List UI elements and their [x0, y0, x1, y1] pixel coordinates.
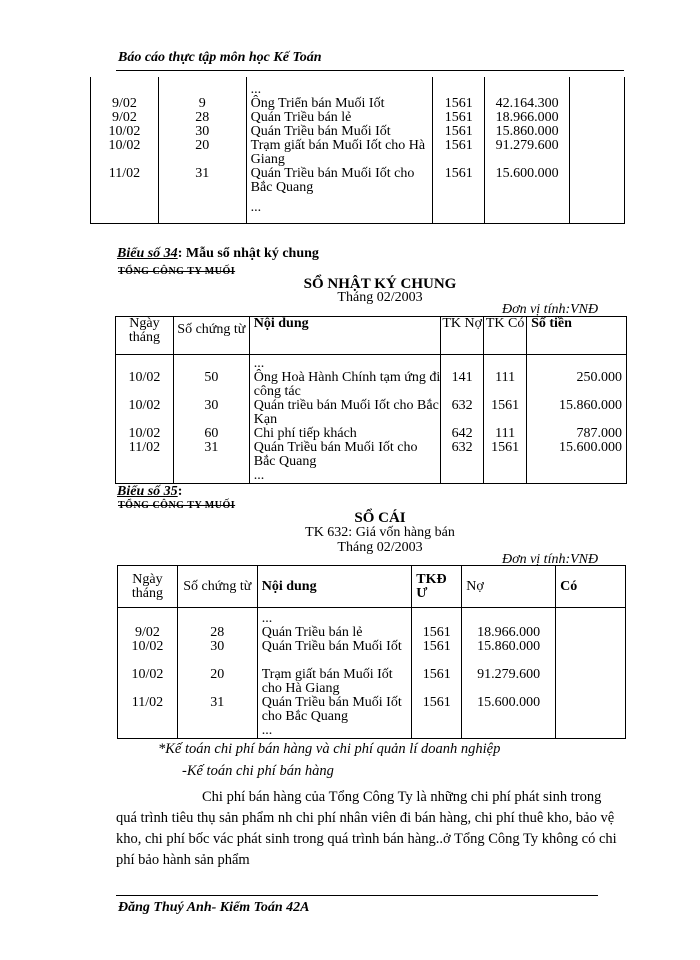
- header-rule: [116, 70, 624, 71]
- row-voucher: 60: [173, 427, 249, 441]
- row-voucher: 50: [173, 371, 249, 399]
- row-amount: 42.164.300: [485, 97, 570, 111]
- row-date: [91, 77, 159, 97]
- row-credit: [556, 668, 626, 696]
- socai-unit: Đơn vị tính:VNĐ: [502, 552, 599, 567]
- row-amount: [485, 201, 570, 223]
- nkc-unit: Đơn vị tính:VNĐ: [502, 302, 599, 317]
- row-voucher: 31: [158, 167, 246, 201]
- row-tk-no: [441, 355, 484, 371]
- row-empty: [570, 139, 625, 167]
- row-voucher: 31: [173, 441, 249, 469]
- row-date: 10/02: [116, 371, 174, 399]
- socai-title: SỔ CÁI: [354, 510, 406, 526]
- row-content: ...: [246, 77, 433, 97]
- row-date: [118, 724, 178, 739]
- socai-account: TK 632: Giá vốn hàng bán: [305, 525, 455, 540]
- table-row: [91, 97, 625, 111]
- col-date: Ngày tháng: [116, 317, 174, 355]
- row-content: Quán triều bán Muối Iốt cho Bắc Kạn: [249, 399, 440, 427]
- row-debit: 91.279.600: [462, 668, 556, 696]
- page-footer: Đăng Thuý Anh- Kiểm Toán 42A: [118, 900, 310, 915]
- row-content: Trạm giất bán Muối Iốt cho Hà Giang: [257, 668, 412, 696]
- row-tk-co: 1561: [484, 441, 527, 469]
- row-date: 11/02: [118, 696, 178, 724]
- row-tkdu: 1561: [412, 626, 462, 640]
- row-voucher: [177, 724, 257, 739]
- row-date: 9/02: [118, 626, 178, 640]
- row-content: Quán Triều bán lẻ: [257, 626, 412, 640]
- ledger-continuation-table: [90, 77, 625, 224]
- table-row: [116, 441, 627, 469]
- row-voucher: 28: [177, 626, 257, 640]
- col-voucher: Số chứng từ: [177, 566, 257, 608]
- row-voucher: 30: [158, 125, 246, 139]
- row-date: 11/02: [116, 441, 174, 469]
- row-date: 10/02: [118, 640, 178, 668]
- row-amount: 15.860.000: [485, 125, 570, 139]
- row-tkdu: 1561: [412, 668, 462, 696]
- row-date: 10/02: [91, 125, 159, 139]
- footer-rule: [116, 895, 598, 896]
- row-voucher: 28: [158, 111, 246, 125]
- row-content: Quán Triều bán lẻ: [246, 111, 433, 125]
- row-content: Quán Triều bán Muối Iốt: [257, 640, 412, 668]
- row-date: 9/02: [91, 97, 159, 111]
- row-amount: 15.860.000: [527, 399, 627, 427]
- row-amount: 15.600.000: [485, 167, 570, 201]
- row-amount: [527, 355, 627, 371]
- col-tk-no: TK Nợ: [441, 317, 484, 355]
- row-voucher: 20: [158, 139, 246, 167]
- row-tk-no: 141: [441, 371, 484, 399]
- socai-month: Tháng 02/2003: [337, 540, 423, 555]
- row-account: 1561: [433, 111, 485, 125]
- col-voucher: Số chứng từ: [173, 317, 249, 355]
- row-content: Ông Hoà Hành Chính tạm ứng đi công tác: [249, 371, 440, 399]
- col-credit: Có: [556, 566, 626, 608]
- row-date: 10/02: [116, 399, 174, 427]
- row-credit: [556, 626, 626, 640]
- row-tk-no: [441, 469, 484, 484]
- table-row: [91, 125, 625, 139]
- row-content: ...: [257, 608, 412, 626]
- row-tk-no: 642: [441, 427, 484, 441]
- row-voucher: 30: [173, 399, 249, 427]
- row-empty: [570, 201, 625, 223]
- row-voucher: [173, 469, 249, 484]
- row-date: [116, 355, 174, 371]
- col-amount: Số tiền: [527, 317, 627, 355]
- col-tkdu: TKĐ Ư: [412, 566, 462, 608]
- table-row: [91, 111, 625, 125]
- row-amount: 250.000: [527, 371, 627, 399]
- row-account: [433, 201, 485, 223]
- row-tk-no: 632: [441, 441, 484, 469]
- table-row: [91, 167, 625, 201]
- row-debit: 18.966.000: [462, 626, 556, 640]
- row-account: 1561: [433, 125, 485, 139]
- table-row: [118, 696, 626, 724]
- table-row: [91, 201, 625, 223]
- row-account: 1561: [433, 97, 485, 111]
- row-tkdu: [412, 608, 462, 626]
- row-content: Quán Triều bán Muối Iốt cho Bắc Quang: [257, 696, 412, 724]
- row-tk-co: 111: [484, 371, 527, 399]
- col-date: Ngày tháng: [118, 566, 178, 608]
- col-content: Nội dung: [257, 566, 412, 608]
- row-voucher: [158, 77, 246, 97]
- row-account: 1561: [433, 139, 485, 167]
- row-date: 10/02: [116, 427, 174, 441]
- row-date: [91, 201, 159, 223]
- row-credit: [556, 724, 626, 739]
- table-row: [116, 371, 627, 399]
- row-tkdu: 1561: [412, 696, 462, 724]
- row-content: ...: [249, 355, 440, 371]
- row-amount: 91.279.600: [485, 139, 570, 167]
- table-row: [118, 640, 626, 668]
- row-voucher: 30: [177, 640, 257, 668]
- body-paragraph: Chi phí bán hàng của Tổng Công Ty là những chi phí phát sinh trong quá trình tiêu thụ sản phẩm nh chi phí nhân viên đi bán hàng, chi phí thuê kho, bảo vệ kho, chi phí bốc vác phát sinh trong quá trình bán hàng..ở Tổng Công Ty không có chi phí bảo hành sản phẩm: [116, 789, 617, 868]
- row-content: Chi phí tiếp khách: [249, 427, 440, 441]
- row-content: ...: [249, 469, 440, 484]
- row-account: 1561: [433, 167, 485, 201]
- row-voucher: 9: [158, 97, 246, 111]
- row-empty: [570, 111, 625, 125]
- table-row: [118, 608, 626, 626]
- table-row: [118, 668, 626, 696]
- row-credit: [556, 640, 626, 668]
- row-credit: [556, 696, 626, 724]
- row-date: 9/02: [91, 111, 159, 125]
- row-date: 10/02: [91, 139, 159, 167]
- row-empty: [570, 77, 625, 97]
- row-date: 11/02: [91, 167, 159, 201]
- company-name-1: TỔNG CÔNG TY MUỐI: [118, 266, 236, 277]
- row-debit: 15.860.000: [462, 640, 556, 668]
- row-voucher: [177, 608, 257, 626]
- table-row: [91, 77, 625, 97]
- row-date: 10/02: [118, 668, 178, 696]
- row-tk-co: [484, 469, 527, 484]
- col-debit: Nợ: [462, 566, 556, 608]
- page-header: Báo cáo thực tập môn học Kế Toán: [118, 50, 322, 65]
- row-credit: [556, 608, 626, 626]
- row-voucher: [173, 355, 249, 371]
- row-tk-co: [484, 355, 527, 371]
- so-cai-table: [117, 565, 626, 739]
- row-content: ...: [257, 724, 412, 739]
- row-amount: [527, 469, 627, 484]
- row-debit: [462, 608, 556, 626]
- row-content: Quán Triều bán Muối Iốt: [246, 125, 433, 139]
- row-content: Quán Triều bán Muối Iốt cho Bắc Quang: [249, 441, 440, 469]
- row-empty: [570, 97, 625, 111]
- section-heading-2: -Kế toán chi phí bán hàng: [182, 763, 334, 779]
- row-content: Quán Triều bán Muối Iốt cho Bắc Quang: [246, 167, 433, 201]
- row-content: Trạm giất bán Muối Iốt cho Hà Giang: [246, 139, 433, 167]
- bieu-35-caption: Biểu số 35:: [117, 484, 183, 499]
- row-voucher: [158, 201, 246, 223]
- table-row: [116, 399, 627, 427]
- row-date: [116, 469, 174, 484]
- row-empty: [570, 125, 625, 139]
- row-account: [433, 77, 485, 97]
- row-tk-no: 632: [441, 399, 484, 427]
- row-date: [118, 608, 178, 626]
- company-name-2: TỔNG CÔNG TY MUỐI: [118, 500, 236, 511]
- row-empty: [570, 167, 625, 201]
- row-debit: [462, 724, 556, 739]
- row-tkdu: [412, 724, 462, 739]
- row-amount: 15.600.000: [527, 441, 627, 469]
- row-content: Ông Triển bán Muối Iốt: [246, 97, 433, 111]
- nkc-month: Tháng 02/2003: [337, 290, 423, 305]
- row-amount: [485, 77, 570, 97]
- row-voucher: 31: [177, 696, 257, 724]
- row-voucher: 20: [177, 668, 257, 696]
- table-row: [116, 355, 627, 371]
- table-row: [116, 427, 627, 441]
- row-tkdu: 1561: [412, 640, 462, 668]
- table-row: [118, 724, 626, 739]
- row-tk-co: 1561: [484, 399, 527, 427]
- nhat-ky-chung-table: [115, 316, 627, 484]
- section-heading-1: *Kế toán chi phí bán hàng và chi phí quản lí doanh nghiệp: [158, 741, 501, 757]
- row-amount: 787.000: [527, 427, 627, 441]
- table-row: [118, 626, 626, 640]
- row-debit: 15.600.000: [462, 696, 556, 724]
- row-tk-co: 111: [484, 427, 527, 441]
- col-content: Nội dung: [249, 317, 440, 355]
- bieu-34-caption: Biểu số 34: Mẫu sổ nhật ký chung: [117, 246, 319, 261]
- table-row: [91, 139, 625, 167]
- row-content: ...: [246, 201, 433, 223]
- row-amount: 18.966.000: [485, 111, 570, 125]
- nkc-title: SỔ NHẬT KÝ CHUNG: [303, 276, 457, 292]
- col-tk-co: TK Có: [484, 317, 527, 355]
- table-row: [116, 469, 627, 484]
